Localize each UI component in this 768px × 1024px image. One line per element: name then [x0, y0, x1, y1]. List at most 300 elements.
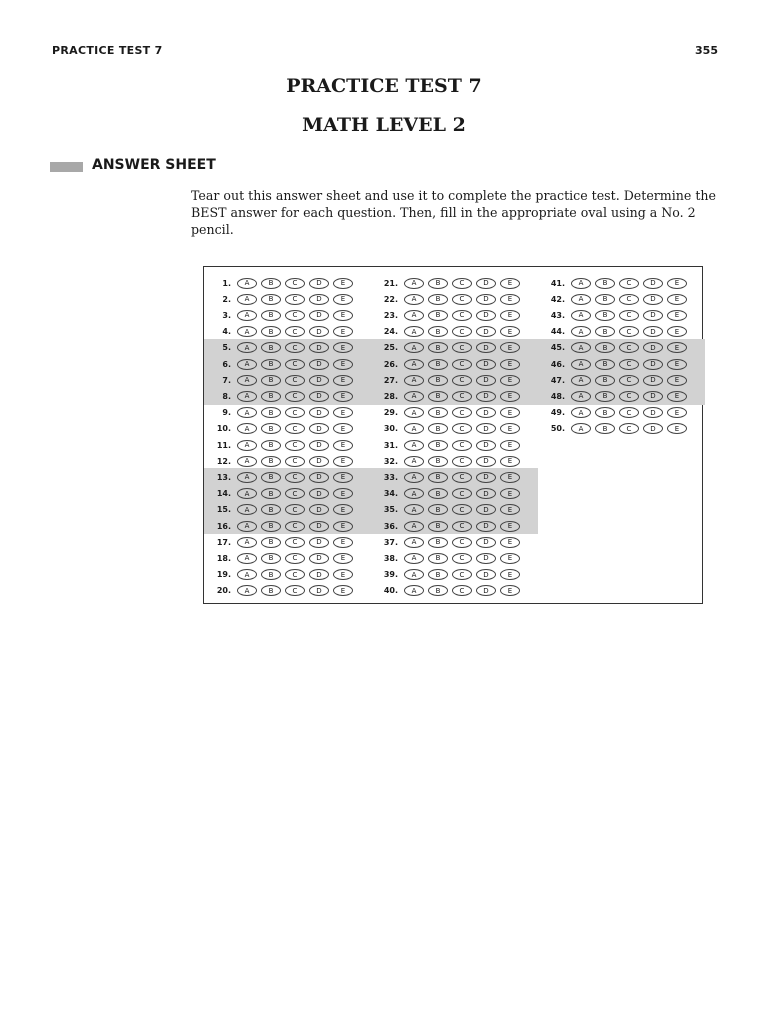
answer-oval-e[interactable]: E — [500, 326, 520, 337]
answer-oval-e[interactable]: E — [333, 278, 353, 289]
question-number: 48. — [550, 391, 565, 401]
answer-oval-d[interactable]: D — [476, 488, 496, 499]
answer-oval-e[interactable]: E — [333, 440, 353, 451]
answer-row — [204, 567, 357, 583]
answer-oval-b[interactable]: B — [428, 585, 448, 596]
answer-oval-c[interactable]: C — [619, 310, 639, 321]
answer-oval-b[interactable]: B — [261, 278, 281, 289]
answer-oval-d[interactable]: D — [643, 407, 663, 418]
answer-oval-b[interactable]: B — [261, 391, 281, 402]
question-number: 5. — [222, 343, 231, 353]
answer-oval-d[interactable]: D — [309, 423, 329, 434]
answer-oval-a[interactable]: A — [237, 537, 257, 548]
answer-oval-c[interactable]: C — [452, 391, 472, 402]
answer-oval-e[interactable]: E — [333, 521, 353, 532]
answer-oval-d[interactable]: D — [643, 423, 663, 434]
answer-oval-c[interactable]: C — [619, 423, 639, 434]
answer-oval-d[interactable]: D — [643, 294, 663, 305]
answer-oval-e[interactable]: E — [333, 391, 353, 402]
answer-oval-d[interactable]: D — [643, 342, 663, 353]
answer-row — [538, 324, 691, 340]
answer-oval-b[interactable]: B — [428, 504, 448, 515]
answer-oval-c[interactable]: C — [452, 521, 472, 532]
answer-oval-d[interactable]: D — [476, 278, 496, 289]
answer-oval-d[interactable]: D — [643, 278, 663, 289]
answer-oval-a[interactable]: A — [237, 488, 257, 499]
answer-oval-c[interactable]: C — [285, 472, 305, 483]
answer-oval-d[interactable]: D — [476, 521, 496, 532]
answer-oval-b[interactable]: B — [261, 342, 281, 353]
answer-oval-c[interactable]: C — [452, 375, 472, 386]
answer-oval-b[interactable]: B — [595, 359, 615, 370]
answer-oval-c[interactable]: C — [285, 326, 305, 337]
answer-oval-e[interactable]: E — [667, 423, 687, 434]
answer-oval-e[interactable]: E — [333, 359, 353, 370]
answer-oval-b[interactable]: B — [428, 553, 448, 564]
answer-oval-c[interactable]: C — [619, 342, 639, 353]
answer-oval-a[interactable]: A — [404, 407, 424, 418]
answer-oval-c[interactable]: C — [285, 585, 305, 596]
question-number: 3. — [222, 310, 231, 320]
answer-oval-c[interactable]: C — [452, 278, 472, 289]
answer-oval-a[interactable]: A — [237, 278, 257, 289]
answer-oval-a[interactable]: A — [237, 310, 257, 321]
answer-row — [204, 518, 357, 534]
answer-oval-d[interactable]: D — [309, 440, 329, 451]
answer-oval-c[interactable]: C — [452, 456, 472, 467]
answer-oval-c[interactable]: C — [452, 504, 472, 515]
question-number: 45. — [550, 343, 565, 353]
answer-oval-b[interactable]: B — [595, 278, 615, 289]
answer-oval-e[interactable]: E — [333, 342, 353, 353]
answer-oval-a[interactable]: A — [404, 278, 424, 289]
answer-oval-b[interactable]: B — [261, 407, 281, 418]
answer-oval-d[interactable]: D — [309, 488, 329, 499]
answer-oval-a[interactable]: A — [237, 359, 257, 370]
answer-oval-c[interactable]: C — [619, 326, 639, 337]
answer-oval-a[interactable]: A — [404, 391, 424, 402]
answer-oval-d[interactable]: D — [309, 456, 329, 467]
answer-oval-e[interactable]: E — [500, 488, 520, 499]
answer-oval-b[interactable]: B — [428, 294, 448, 305]
answer-oval-d[interactable]: D — [476, 423, 496, 434]
answer-oval-b[interactable]: B — [428, 407, 448, 418]
answer-oval-c[interactable]: C — [452, 423, 472, 434]
answer-oval-e[interactable]: E — [500, 569, 520, 580]
answer-row — [204, 307, 357, 323]
answer-oval-a[interactable]: A — [404, 342, 424, 353]
answer-oval-c[interactable]: C — [285, 294, 305, 305]
answer-oval-d[interactable]: D — [476, 456, 496, 467]
question-number: 7. — [222, 375, 231, 385]
answer-oval-c[interactable]: C — [619, 407, 639, 418]
answer-oval-e[interactable]: E — [333, 537, 353, 548]
question-number: 44. — [550, 327, 565, 337]
answer-oval-d[interactable]: D — [476, 537, 496, 548]
question-number: 41. — [550, 278, 565, 288]
answer-oval-d[interactable]: D — [309, 326, 329, 337]
answer-oval-c[interactable]: C — [452, 326, 472, 337]
answer-oval-b[interactable]: B — [261, 585, 281, 596]
answer-oval-a[interactable]: A — [237, 472, 257, 483]
answer-oval-c[interactable]: C — [619, 294, 639, 305]
answer-oval-c[interactable]: C — [452, 585, 472, 596]
answer-oval-a[interactable]: A — [404, 310, 424, 321]
answer-oval-b[interactable]: B — [261, 504, 281, 515]
answer-oval-d[interactable]: D — [476, 472, 496, 483]
answer-oval-a[interactable]: A — [571, 294, 591, 305]
answer-oval-b[interactable]: B — [595, 423, 615, 434]
answer-oval-c[interactable]: C — [452, 310, 472, 321]
question-number: 14. — [216, 489, 231, 499]
question-number: 29. — [383, 408, 398, 418]
answer-oval-a[interactable]: A — [237, 569, 257, 580]
answer-oval-b[interactable]: B — [428, 537, 448, 548]
answer-oval-b[interactable]: B — [261, 423, 281, 434]
answer-row — [371, 518, 524, 534]
answer-oval-c[interactable]: C — [285, 537, 305, 548]
answer-row — [538, 388, 691, 404]
answer-oval-b[interactable]: B — [595, 342, 615, 353]
question-number: 49. — [550, 408, 565, 418]
answer-oval-c[interactable]: C — [619, 375, 639, 386]
answer-oval-c[interactable]: C — [285, 391, 305, 402]
answer-oval-b[interactable]: B — [595, 294, 615, 305]
answer-oval-c[interactable]: C — [285, 342, 305, 353]
answer-oval-e[interactable]: E — [667, 359, 687, 370]
answer-oval-c[interactable]: C — [619, 278, 639, 289]
answer-row — [371, 388, 524, 404]
answer-oval-a[interactable]: A — [237, 456, 257, 467]
answer-oval-e[interactable]: E — [500, 342, 520, 353]
answer-oval-e[interactable]: E — [667, 391, 687, 402]
answer-oval-b[interactable]: B — [261, 553, 281, 564]
answer-oval-b[interactable]: B — [261, 310, 281, 321]
answer-oval-c[interactable]: C — [285, 553, 305, 564]
answer-oval-d[interactable]: D — [476, 294, 496, 305]
answer-oval-b[interactable]: B — [595, 407, 615, 418]
answer-oval-e[interactable]: E — [500, 407, 520, 418]
answer-oval-a[interactable]: A — [237, 326, 257, 337]
answer-oval-c[interactable]: C — [285, 456, 305, 467]
answer-row — [371, 356, 524, 372]
answer-oval-c[interactable]: C — [452, 537, 472, 548]
question-number: 11. — [216, 440, 231, 450]
answer-oval-e[interactable]: E — [667, 375, 687, 386]
answer-oval-e[interactable]: E — [333, 504, 353, 515]
answer-oval-e[interactable]: E — [333, 488, 353, 499]
answer-row — [204, 291, 357, 307]
answer-oval-c[interactable]: C — [285, 407, 305, 418]
answer-oval-e[interactable]: E — [333, 407, 353, 418]
answer-oval-d[interactable]: D — [309, 472, 329, 483]
answer-row — [204, 421, 357, 437]
answer-oval-a[interactable]: A — [404, 521, 424, 532]
answer-oval-b[interactable]: B — [261, 569, 281, 580]
answer-oval-e[interactable]: E — [333, 375, 353, 386]
answer-row — [204, 486, 357, 502]
answer-oval-d[interactable]: D — [476, 326, 496, 337]
answer-oval-b[interactable]: B — [595, 326, 615, 337]
answer-row — [371, 502, 524, 518]
answer-oval-d[interactable]: D — [309, 359, 329, 370]
answer-oval-c[interactable]: C — [285, 488, 305, 499]
answer-row — [204, 453, 357, 469]
answer-oval-e[interactable]: E — [500, 440, 520, 451]
question-number: 19. — [216, 570, 231, 580]
answer-oval-d[interactable]: D — [309, 537, 329, 548]
question-number: 30. — [383, 424, 398, 434]
answer-oval-c[interactable]: C — [285, 375, 305, 386]
answer-oval-d[interactable]: D — [643, 310, 663, 321]
answer-oval-d[interactable]: D — [476, 407, 496, 418]
page-subtitle: MATH LEVEL 2 — [302, 114, 466, 136]
answer-oval-e[interactable]: E — [667, 294, 687, 305]
answer-oval-b[interactable]: B — [261, 521, 281, 532]
answer-oval-a[interactable]: A — [237, 375, 257, 386]
answer-oval-d[interactable]: D — [476, 391, 496, 402]
answer-oval-a[interactable]: A — [237, 391, 257, 402]
running-header-title: PRACTICE TEST 7 — [52, 44, 163, 57]
answer-oval-b[interactable]: B — [595, 391, 615, 402]
answer-oval-d[interactable]: D — [476, 375, 496, 386]
answer-oval-b[interactable]: B — [428, 326, 448, 337]
answer-oval-c[interactable]: C — [619, 391, 639, 402]
answer-oval-d[interactable]: D — [643, 375, 663, 386]
answer-oval-a[interactable]: A — [237, 521, 257, 532]
answer-oval-a[interactable]: A — [404, 488, 424, 499]
answer-oval-e[interactable]: E — [333, 585, 353, 596]
question-number: 40. — [383, 586, 398, 596]
answer-row — [371, 486, 524, 502]
answer-oval-b[interactable]: B — [261, 537, 281, 548]
answer-oval-d[interactable]: D — [309, 391, 329, 402]
answer-oval-a[interactable]: A — [404, 294, 424, 305]
answer-oval-a[interactable]: A — [237, 294, 257, 305]
answer-oval-e[interactable]: E — [500, 375, 520, 386]
answer-oval-e[interactable]: E — [500, 537, 520, 548]
answer-oval-c[interactable]: C — [285, 521, 305, 532]
answer-oval-b[interactable]: B — [261, 375, 281, 386]
answer-oval-a[interactable]: A — [571, 375, 591, 386]
answer-oval-b[interactable]: B — [261, 472, 281, 483]
answer-oval-d[interactable]: D — [643, 359, 663, 370]
answer-oval-c[interactable]: C — [285, 359, 305, 370]
answer-oval-d[interactable]: D — [309, 553, 329, 564]
answer-oval-d[interactable]: D — [309, 585, 329, 596]
answer-oval-c[interactable]: C — [452, 488, 472, 499]
answer-oval-b[interactable]: B — [595, 375, 615, 386]
answer-oval-e[interactable]: E — [667, 310, 687, 321]
answer-oval-b[interactable]: B — [261, 440, 281, 451]
answer-oval-a[interactable]: A — [404, 326, 424, 337]
answer-oval-d[interactable]: D — [309, 375, 329, 386]
question-number: 37. — [383, 537, 398, 547]
answer-oval-d[interactable]: D — [309, 521, 329, 532]
answer-oval-d[interactable]: D — [309, 310, 329, 321]
answer-row — [538, 291, 691, 307]
answer-oval-a[interactable]: A — [237, 440, 257, 451]
answer-oval-b[interactable]: B — [428, 488, 448, 499]
answer-row — [371, 453, 524, 469]
answer-row — [371, 437, 524, 453]
answer-oval-a[interactable]: A — [237, 553, 257, 564]
answer-oval-a[interactable]: A — [237, 407, 257, 418]
answer-oval-a[interactable]: A — [571, 342, 591, 353]
answer-oval-c[interactable]: C — [285, 440, 305, 451]
answer-oval-e[interactable]: E — [333, 456, 353, 467]
answer-oval-d[interactable]: D — [309, 504, 329, 515]
answer-oval-e[interactable]: E — [500, 521, 520, 532]
answer-row — [204, 550, 357, 566]
answer-oval-d[interactable]: D — [476, 504, 496, 515]
answer-row — [371, 372, 524, 388]
answer-oval-d[interactable]: D — [309, 569, 329, 580]
answer-oval-e[interactable]: E — [500, 456, 520, 467]
answer-oval-e[interactable]: E — [500, 585, 520, 596]
answer-oval-b[interactable]: B — [428, 440, 448, 451]
answer-oval-e[interactable]: E — [333, 472, 353, 483]
answer-oval-a[interactable]: A — [237, 504, 257, 515]
answer-oval-a[interactable]: A — [404, 423, 424, 434]
answer-oval-d[interactable]: D — [309, 407, 329, 418]
answer-oval-d[interactable]: D — [476, 440, 496, 451]
answer-oval-d[interactable]: D — [476, 553, 496, 564]
answer-row — [371, 534, 524, 550]
answer-oval-d[interactable]: D — [309, 294, 329, 305]
answer-oval-e[interactable]: E — [500, 310, 520, 321]
answer-oval-a[interactable]: A — [237, 423, 257, 434]
answer-oval-e[interactable]: E — [500, 472, 520, 483]
answer-oval-e[interactable]: E — [667, 326, 687, 337]
answer-oval-c[interactable]: C — [452, 569, 472, 580]
answer-oval-c[interactable]: C — [285, 310, 305, 321]
answer-oval-e[interactable]: E — [333, 294, 353, 305]
answer-oval-e[interactable]: E — [333, 423, 353, 434]
answer-oval-b[interactable]: B — [428, 521, 448, 532]
answer-oval-b[interactable]: B — [428, 472, 448, 483]
answer-oval-c[interactable]: C — [452, 407, 472, 418]
answer-oval-c[interactable]: C — [285, 569, 305, 580]
answer-oval-b[interactable]: B — [428, 342, 448, 353]
answer-oval-d[interactable]: D — [476, 342, 496, 353]
answer-oval-e[interactable]: E — [500, 294, 520, 305]
answer-row — [204, 469, 357, 485]
answer-oval-a[interactable]: A — [237, 585, 257, 596]
question-number: 33. — [383, 472, 398, 482]
answer-oval-b[interactable]: B — [261, 456, 281, 467]
answer-oval-c[interactable]: C — [619, 359, 639, 370]
question-number: 23. — [383, 310, 398, 320]
answer-oval-a[interactable]: A — [404, 472, 424, 483]
answer-oval-c[interactable]: C — [452, 472, 472, 483]
answer-oval-b[interactable]: B — [428, 391, 448, 402]
answer-oval-a[interactable]: A — [404, 553, 424, 564]
answer-oval-e[interactable]: E — [667, 407, 687, 418]
answer-oval-d[interactable]: D — [643, 391, 663, 402]
answer-oval-c[interactable]: C — [452, 553, 472, 564]
answer-row — [204, 372, 357, 388]
answer-oval-e[interactable]: E — [333, 553, 353, 564]
answer-oval-a[interactable]: A — [571, 391, 591, 402]
answer-oval-a[interactable]: A — [571, 326, 591, 337]
answer-oval-b[interactable]: B — [428, 456, 448, 467]
answer-row — [371, 291, 524, 307]
answer-oval-b[interactable]: B — [428, 278, 448, 289]
answer-oval-e[interactable]: E — [500, 553, 520, 564]
answer-oval-e[interactable]: E — [667, 278, 687, 289]
answer-oval-b[interactable]: B — [428, 423, 448, 434]
answer-oval-c[interactable]: C — [452, 342, 472, 353]
answer-oval-a[interactable]: A — [571, 407, 591, 418]
answer-oval-e[interactable]: E — [333, 310, 353, 321]
answer-row — [538, 421, 691, 437]
answer-oval-a[interactable]: A — [404, 456, 424, 467]
answer-oval-e[interactable]: E — [333, 326, 353, 337]
answer-oval-c[interactable]: C — [285, 504, 305, 515]
answer-oval-b[interactable]: B — [261, 359, 281, 370]
answer-oval-d[interactable]: D — [476, 569, 496, 580]
answer-oval-a[interactable]: A — [404, 569, 424, 580]
answer-oval-b[interactable]: B — [595, 310, 615, 321]
answer-oval-a[interactable]: A — [404, 375, 424, 386]
answer-row — [204, 583, 357, 599]
answer-oval-b[interactable]: B — [428, 310, 448, 321]
answer-oval-d[interactable]: D — [309, 342, 329, 353]
answer-oval-a[interactable]: A — [571, 423, 591, 434]
question-number: 32. — [383, 456, 398, 466]
answer-oval-b[interactable]: B — [261, 488, 281, 499]
question-number: 22. — [383, 294, 398, 304]
answer-oval-d[interactable]: D — [309, 278, 329, 289]
answer-oval-b[interactable]: B — [428, 375, 448, 386]
question-number: 9. — [222, 408, 231, 418]
answer-oval-d[interactable]: D — [476, 585, 496, 596]
question-number: 8. — [222, 391, 231, 401]
answer-oval-e[interactable]: E — [500, 391, 520, 402]
answer-oval-c[interactable]: C — [452, 440, 472, 451]
answer-oval-b[interactable]: B — [428, 359, 448, 370]
answer-oval-a[interactable]: A — [404, 504, 424, 515]
answer-oval-a[interactable]: A — [404, 359, 424, 370]
answer-oval-a[interactable]: A — [571, 310, 591, 321]
answer-oval-c[interactable]: C — [452, 294, 472, 305]
answer-oval-d[interactable]: D — [476, 310, 496, 321]
answer-oval-e[interactable]: E — [500, 423, 520, 434]
answer-oval-c[interactable]: C — [452, 359, 472, 370]
answer-oval-a[interactable]: A — [404, 440, 424, 451]
answer-oval-a[interactable]: A — [571, 278, 591, 289]
question-number: 34. — [383, 489, 398, 499]
answer-oval-e[interactable]: E — [500, 504, 520, 515]
answer-oval-c[interactable]: C — [285, 423, 305, 434]
answer-oval-d[interactable]: D — [476, 359, 496, 370]
answer-oval-b[interactable]: B — [261, 326, 281, 337]
answer-oval-c[interactable]: C — [285, 278, 305, 289]
answer-oval-a[interactable]: A — [404, 585, 424, 596]
answer-oval-e[interactable]: E — [500, 278, 520, 289]
question-number: 50. — [550, 424, 565, 434]
answer-oval-b[interactable]: B — [261, 294, 281, 305]
answer-oval-b[interactable]: B — [428, 569, 448, 580]
answer-oval-e[interactable]: E — [333, 569, 353, 580]
answer-oval-e[interactable]: E — [500, 359, 520, 370]
answer-oval-a[interactable]: A — [237, 342, 257, 353]
answer-oval-a[interactable]: A — [404, 537, 424, 548]
answer-oval-d[interactable]: D — [643, 326, 663, 337]
answer-oval-a[interactable]: A — [571, 359, 591, 370]
answer-oval-e[interactable]: E — [667, 342, 687, 353]
